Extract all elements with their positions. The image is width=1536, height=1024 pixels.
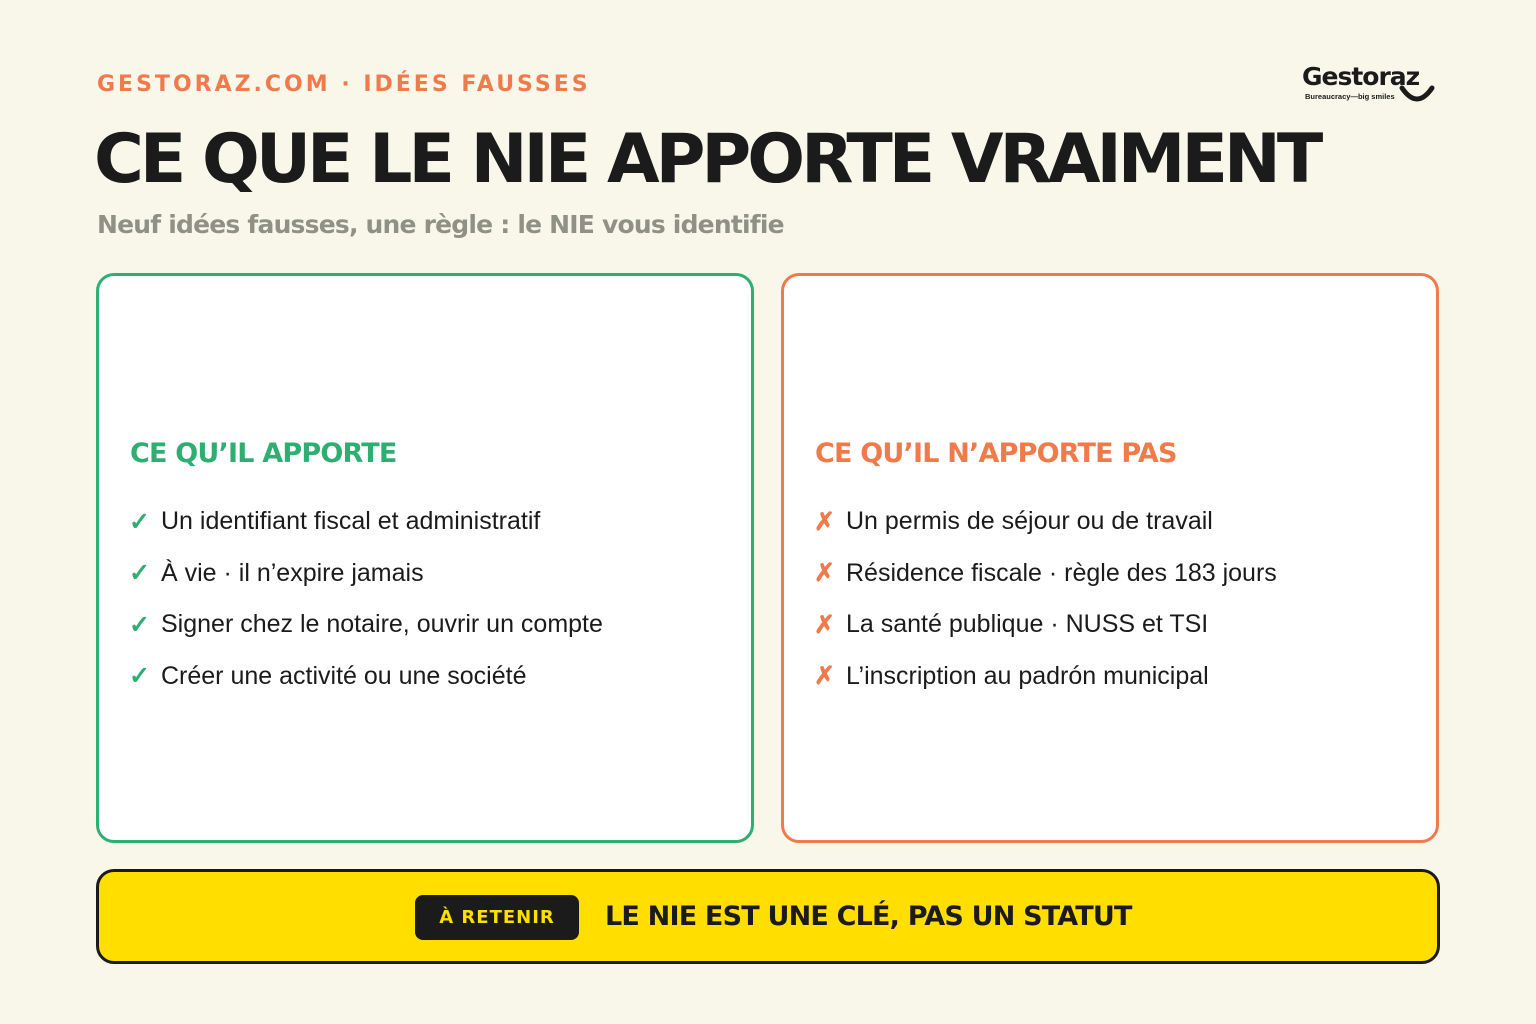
cross-icon: ✗: [814, 559, 835, 588]
logo-tagline: Bureaucracy—big smiles: [1305, 92, 1395, 101]
list-item-text: Signer chez le notaire, ouvrir un compte: [161, 610, 603, 639]
kicker: GESTORAZ.COM · IDÉES FAUSSES: [97, 72, 591, 97]
takeaway-text: LE NIE EST UNE CLÉ, PAS UN STATUT: [605, 901, 1132, 932]
benefit-list: [129, 496, 603, 702]
list-item: [129, 496, 603, 548]
card-heading: CE QU’IL N’APPORTE PAS: [815, 438, 1177, 469]
page-subtitle: Neuf idées fausses, une règle : le NIE vous identifie: [97, 210, 784, 239]
cross-icon: ✗: [814, 610, 835, 639]
list-item: [814, 496, 1277, 548]
check-icon: ✓: [129, 610, 150, 639]
page-title: CE QUE LE NIE APPORTE VRAIMENT: [94, 120, 1320, 199]
list-item: [129, 548, 603, 600]
card-what-it-does-not-provide: [781, 273, 1439, 843]
list-item-text: Résidence fiscale · règle des 183 jours: [846, 558, 1277, 587]
card-what-it-provides: [96, 273, 754, 843]
check-icon: ✓: [129, 662, 150, 691]
takeaway-badge: À RETENIR: [415, 895, 579, 940]
list-item: [814, 599, 1277, 651]
logo-wordmark: Gestoraz: [1302, 62, 1420, 91]
limitation-list: [814, 496, 1277, 702]
list-item: [814, 651, 1277, 703]
list-item-text: La santé publique · NUSS et TSI: [846, 610, 1209, 639]
list-item: [814, 548, 1277, 600]
list-item: [129, 651, 603, 703]
list-item-text: Créer une activité ou une société: [161, 661, 527, 690]
smile-icon: [1398, 84, 1436, 106]
cross-icon: ✗: [814, 662, 835, 691]
key-takeaway-banner: [96, 869, 1440, 964]
list-item-text: Un identifiant fiscal et administratif: [161, 507, 541, 536]
list-item-text: Un permis de séjour ou de travail: [846, 507, 1213, 536]
gestoraz-logo[interactable]: [1302, 62, 1442, 108]
list-item: [129, 599, 603, 651]
cross-icon: ✗: [814, 507, 835, 536]
card-heading: CE QU’IL APPORTE: [130, 438, 397, 469]
check-icon: ✓: [129, 559, 150, 588]
list-item-text: L’inscription au padrón municipal: [846, 661, 1209, 690]
check-icon: ✓: [129, 507, 150, 536]
list-item-text: À vie · il n’expire jamais: [161, 558, 424, 587]
